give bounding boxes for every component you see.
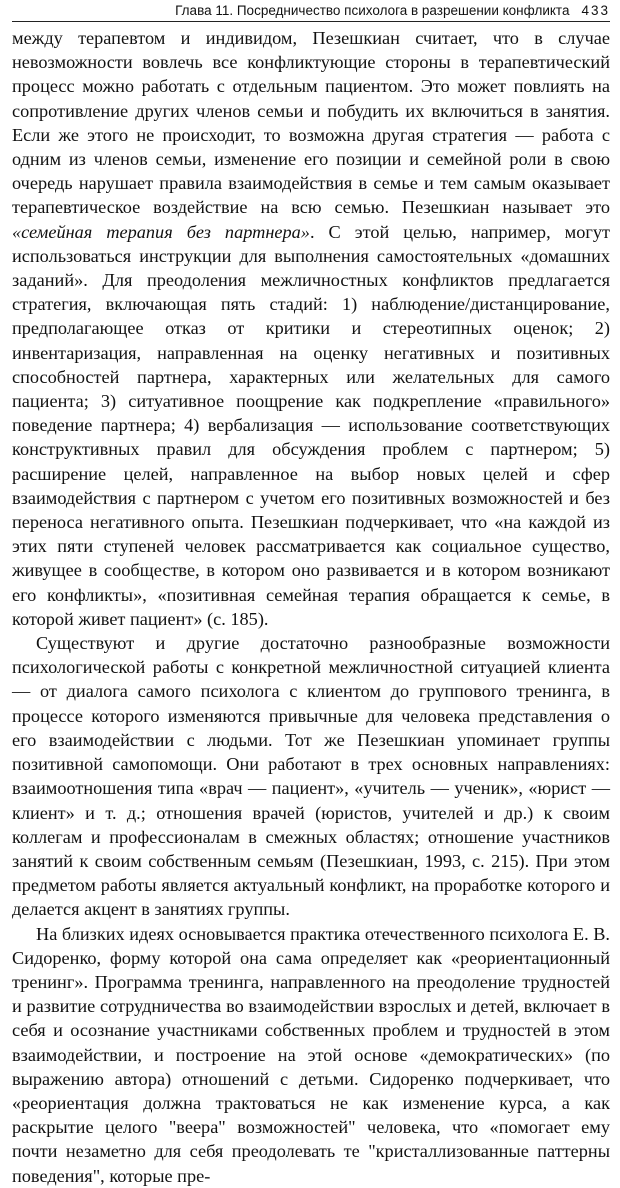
paragraph-2-text: Существуют и другие достаточно разнообразные возможности психологической работы с конкретной межличностной ситуацией клиента — от диалога самого психолога с клиентом до группового тренинга, в процессе которого изменяются привычные для человека представления о его взаимодействии с людьми. Тот же Пезешкиан упоминает группы позитивной самопомощи. Они работают в трех основных направлениях: взаимоотношения типа «врач — пациент», «учитель — ученик», «юрист — клиент» и т. д.; отношения врачей (юристов, учителей и др.) к своим коллегам и профессионалам в смежных областях; отношение участников занятий к своим собственным семьям (Пезешкиан, 1993, с. 215). При этом предметом работы является актуальный конфликт, на проработке которого и делается акцент в занятиях группы. xyxy=(12,633,610,920)
page-number: 433 xyxy=(581,3,610,18)
chapter-title: Глава 11. Посредничество психолога в разрешении конфликта xyxy=(175,3,570,18)
paragraph-1-text-a: между терапевтом и индивидом, Пезешкиан считает, что в случае невозможности вовлечь все конфликтующие стороны в терапевтический процесс можно работать с отдельным пациентом. Это может повлиять на сопротивление других членов семьи и побудить их включиться в занятия. Если же этого не происходит, то возможна другая стратегия — работа с одним из членов семьи, изменение его позиции и семейной роли в свою очередь нарушает правила взаимодействия в семье и тем самым оказывает терапевтическое воздействие на всю семью. Пезешкиан называет это xyxy=(12,28,610,218)
paragraph-1-text-b: . С этой целью, например, могут использоваться инструкции для выполнения самостоятельных «домашних заданий». Для преодоления межличностных конфликтов предлагается стратегия, включающая пять стадий: 1) наблюдение/дистанцирование, предполагающее отказ от критики и стереотипных оценок; 2) инвентаризация, направленная на оценку негативных и позитивных способностей партнера, характерных или желательных для самого пациента; 3) ситуативное поощрение как подкрепление «правильного» поведение партнера; 4) вербализация — использование соответствующих конструктивных правил для обсуждения проблем с партнером; 5) расширение целей, направленное на выбор новых целей и сфер взаимодействия с партнером с учетом его позитивных возможностей и без переноса негативного опыта. Пезешкиан подчеркивает, что «на каждой из этих пяти ступеней человек рассматривается как социальное существо, живущее в сообществе, в котором оно развивается и в котором возникают его конфликты», «позитивная семейная терапия обращается к семье, в которой живет пациент» (с. 185). xyxy=(12,221,610,629)
paragraph-3 xyxy=(12,922,610,1188)
paragraph-3-text: На близких идеях основывается практика отечественного психолога Е. В. Сидоренко, форму которой она сама определяет как «реориентационный тренинг». Программа тренинга, направленного на преодоление трудностей и развитие сотрудничества во взаимодействии взрослых и детей, включает в себя и осознание участниками собственных проблем и трудностей в этом взаимодействии, и построение на этой основе «демократических» (по выражению автора) отношений с детьми. Сидоренко подчеркивает, что «реориентация должна трактоваться не как изменение курса, а как раскрытие целого "веера" возможностей" человека, что «помогает ему почти незаметно для себя преодолевать те "кристаллизованные паттерны поведения", которые пре- xyxy=(12,923,610,1186)
running-header xyxy=(12,0,610,22)
paragraph-2 xyxy=(12,631,610,921)
page-body xyxy=(12,26,610,1188)
paragraph-1 xyxy=(12,26,610,631)
paragraph-1-italic-term: «семейная терапия без партнера» xyxy=(12,221,310,242)
